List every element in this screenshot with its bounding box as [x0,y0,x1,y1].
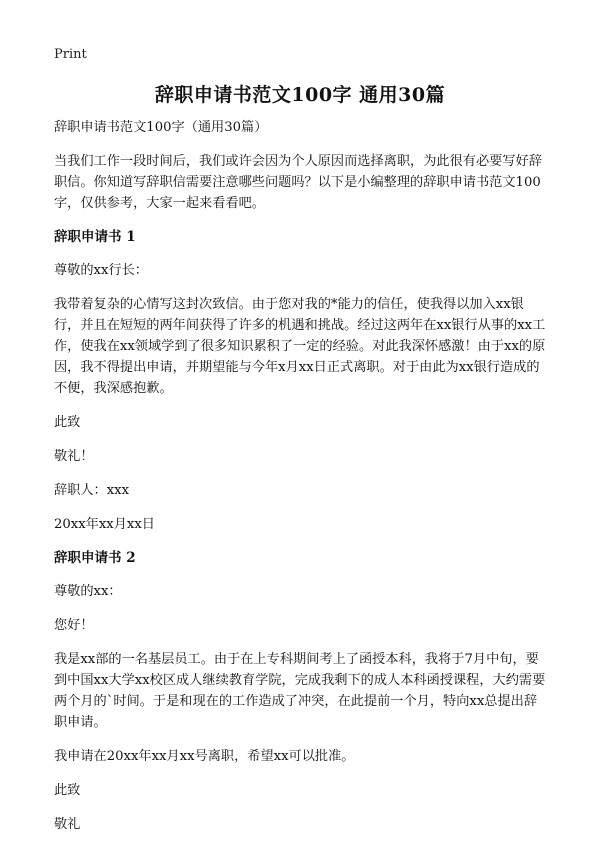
letter1-body: 我带着复杂的心情写这封次致信。由于您对我的*能力的信任，使我得以加入xx银行，并且在短短的两年间获得了许多的机遇和挑战。经过这两年在xx银行从事的xx工作，使我在xx领域学到了很多知识累积了一定的经验。对此我深怀感激！由于xx的原因，我不得提出申请，并期望能与今年x月xx日正式离职。对于由此为xx银行造成的不便，我深感抱歉。 [54,297,546,396]
letter1-signature: 辞职人：xxx [54,483,130,498]
page-title: 辞职申请书范文100字 通用30篇 [154,84,446,106]
letter2-body: 我是xx部的一名基层员工。由于在上专科期间考上了函授本科，我将于7月中旬，要到中国xx大学xx校区成人继续教育学院，完成我剩下的成人本科函授课程，大约需要两个月的`时间。于是和现在的工作造成了冲突，在此提前一个月，特向xx总提出辞职申请。 [54,652,546,730]
letter1-heading: 辞职申请书 1 [54,229,136,245]
letter2-salutation: 尊敬的xx： [54,584,122,599]
letter2-request: 我申请在20xx年xx月xx号离职，希望xx可以批准。 [54,749,355,764]
intro-subtitle: 辞职申请书范文100字（通用30篇） [54,120,268,135]
article-body [54,117,550,848]
letter1-date: 20xx年xx月xx日 [54,517,155,532]
letter2-greeting: 您好！ [54,618,94,633]
letter2-closing-1: 此致 [54,783,81,798]
letter1-closing-1: 此致 [54,415,81,430]
letter1-salutation: 尊敬的xx行长： [54,263,148,278]
letter2-closing-2: 敬礼 [54,817,81,832]
letter1-closing-2: 敬礼！ [54,449,94,464]
print-link[interactable]: Print [54,47,87,62]
intro-paragraph: 当我们工作一段时间后，我们或许会因为个人原因而选择离职，为此很有必要写好辞职信。你知道写辞职信需要注意哪些问题吗？以下是小编整理的辞职申请书范文100字，仅供参考，大家一起来看看吧。 [54,154,542,211]
letter2-heading: 辞职申请书 2 [54,550,136,566]
